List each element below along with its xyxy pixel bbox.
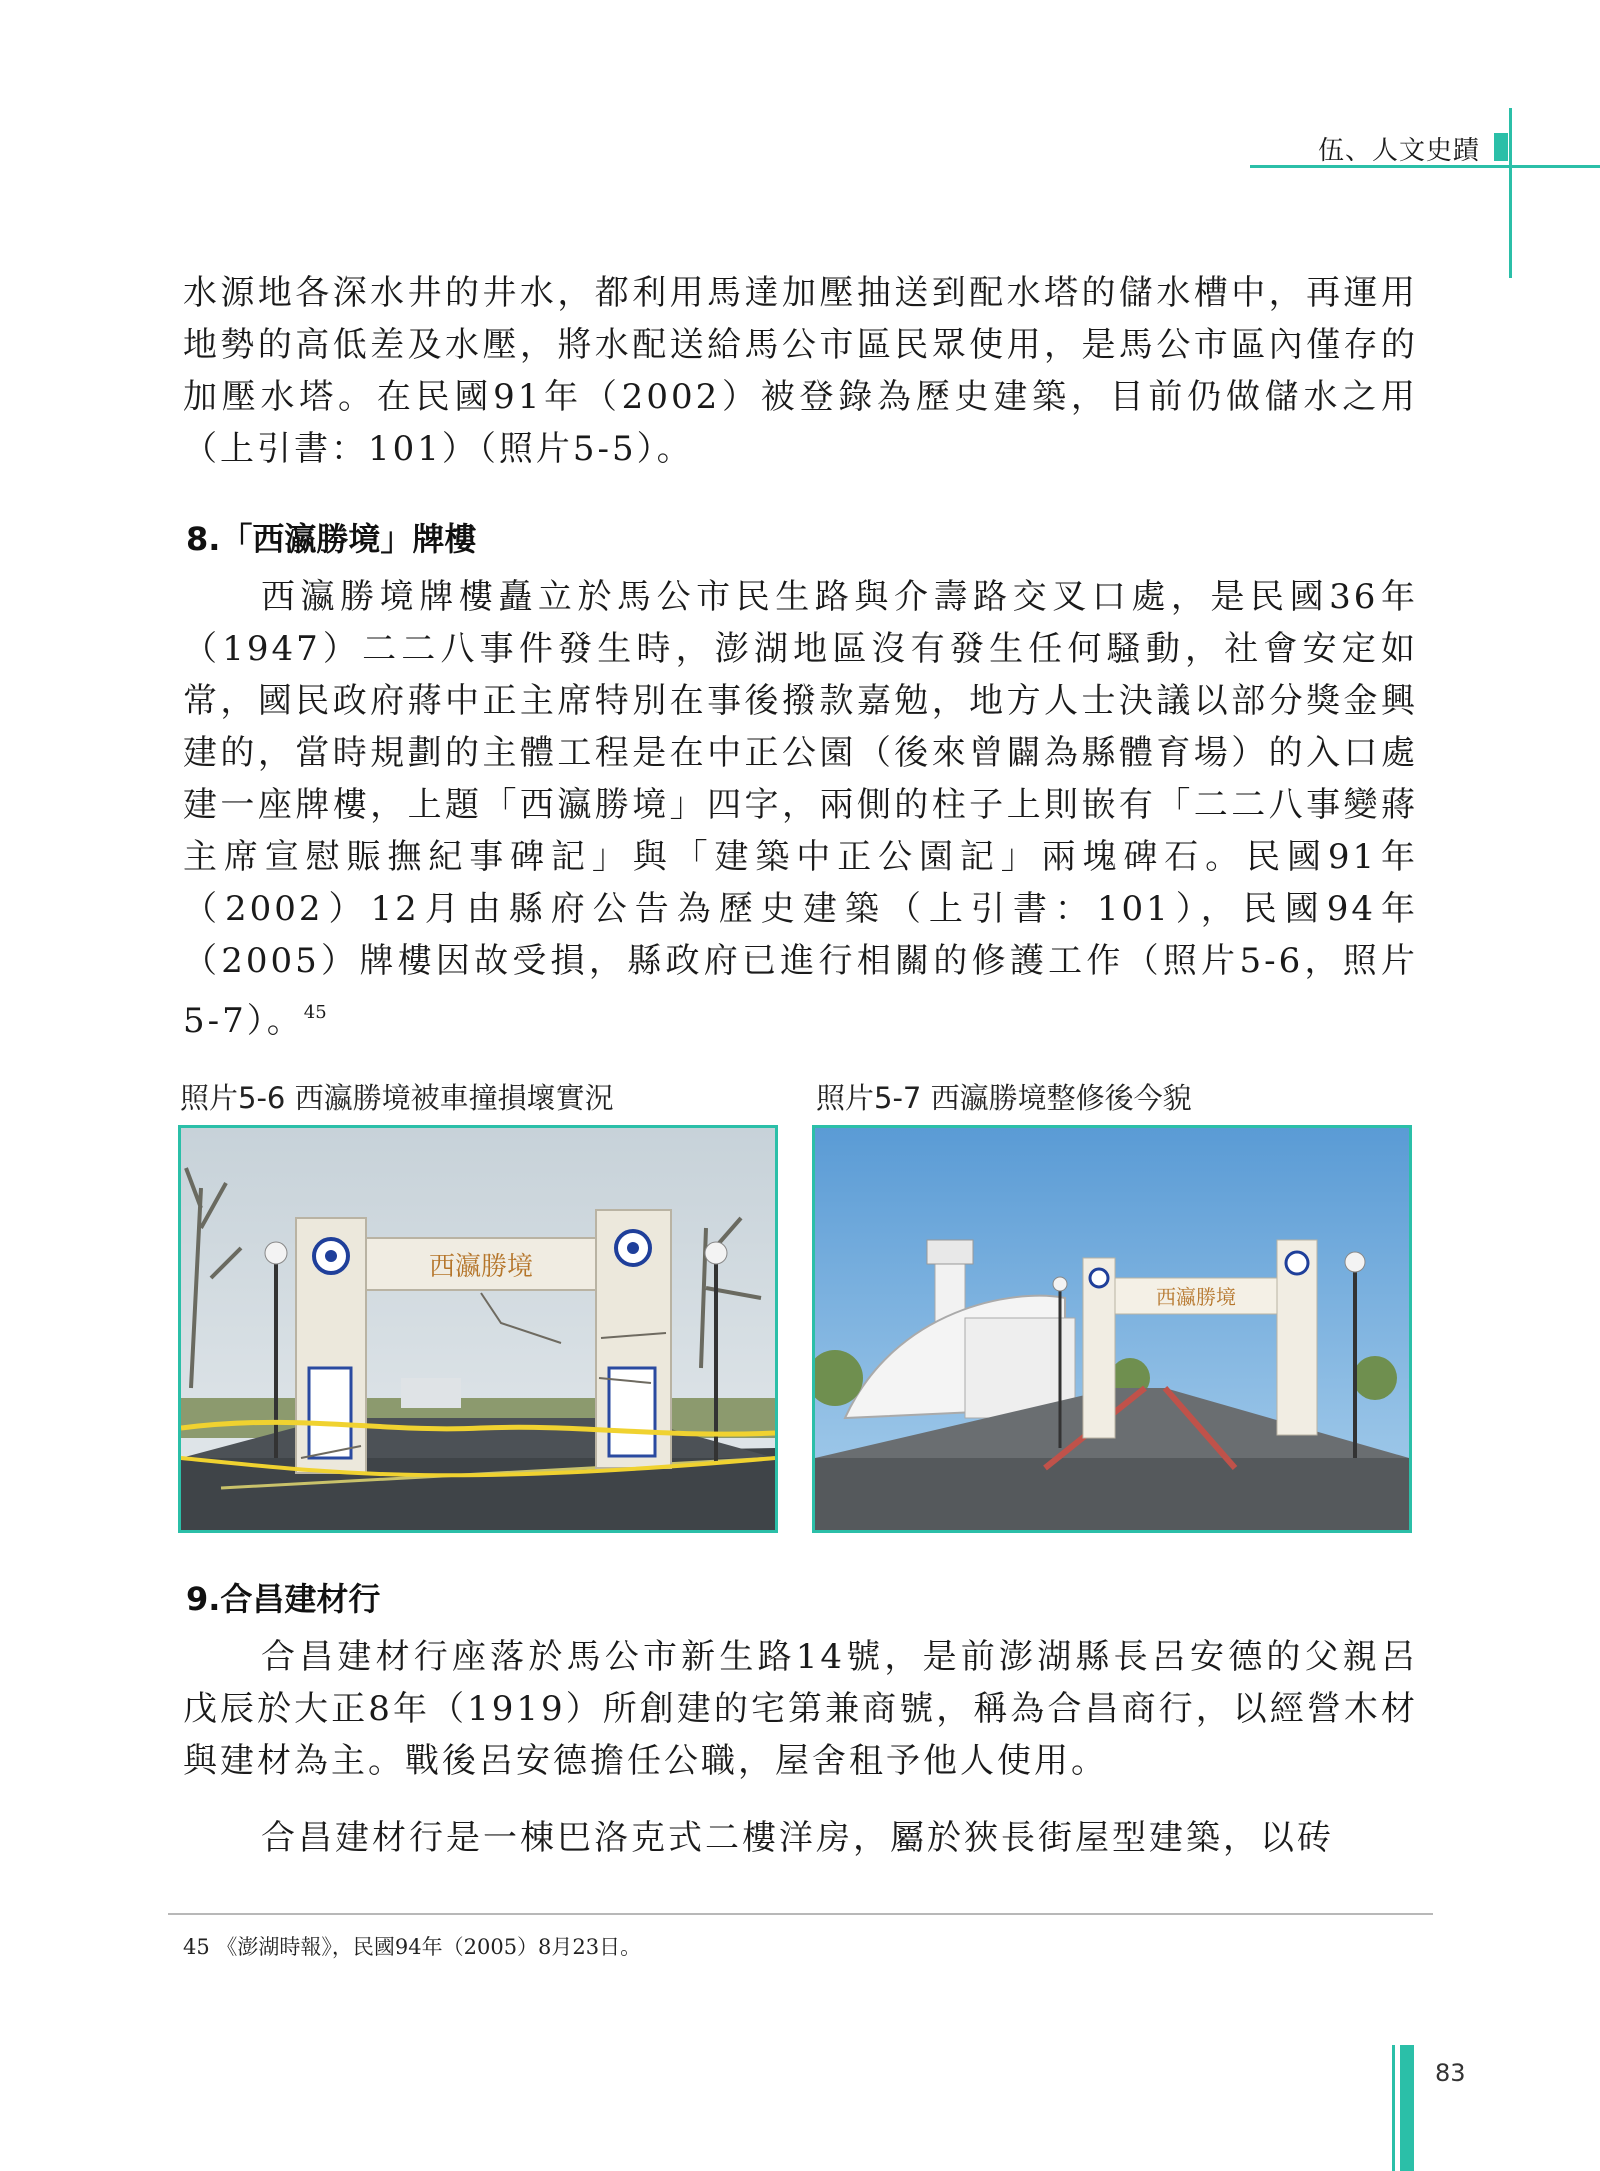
paragraph-water-tower: 水源地各深水井的井水，都利用馬達加壓抽送到配水塔的儲水槽中，再運用地勢的高低差及水壓，將水配送給馬公市區民眾使用，是馬公市區內僅存的加壓水塔。在民國91年（2002）被登錄為歷史建築，目前仍做儲水之用（上引書：101）（照片5-5）。 xyxy=(183,273,1418,469)
section-heading-8: 8.「西瀛勝境」牌樓 xyxy=(186,520,477,558)
page-number-rule xyxy=(1392,2045,1395,2171)
photo-caption-right: 照片5-7 西瀛勝境整修後今貌 xyxy=(816,1081,1192,1115)
paragraph-xiying-arch-text: 西瀛勝境牌樓矗立於馬公市民生路與介壽路交叉口處，是民國36年（1947）二二八事件發生時，澎湖地區沒有發生任何騷動，社會安定如常，國民政府蔣中正主席特別在事後撥款嘉勉，地方人士決議以部分獎金興建的，當時規劃的主體工程是在中正公園（後來曾闢為縣體育場）的入口處建一座牌樓，上題「西瀛勝境」四字，兩側的柱子上則嵌有「二二八事變蔣主席宣慰賑撫紀事碑記」與「建築中正公園記」兩塊碑石。民國91年（2002）12月由縣府公告為歷史建築（上引書：101），民國94年（2005）牌樓因故受損，縣政府已進行相關的修護工作（照片5-6，照片5-7）。 xyxy=(183,577,1418,1041)
footnote-45: 45 《澎湖時報》，民國94年（2005）8月23日。 xyxy=(183,1935,642,1959)
footnote-ref[interactable]: 45 xyxy=(303,1002,327,1023)
photo-caption-left: 照片5-6 西瀛勝境被車撞損壞實況 xyxy=(180,1081,614,1115)
header-vertical-rule xyxy=(1509,108,1512,278)
paragraph-hechang-intro: 合昌建材行座落於馬公市新生路14號，是前澎湖縣長呂安德的父親呂戊辰於大正8年（1919）所創建的宅第兼商號，稱為合昌商行，以經營木材與建材為主。戰後呂安德擔任公職，屋舍租予他人使用。 xyxy=(183,1637,1418,1781)
arch-plaque-text-right: 西瀛勝境 xyxy=(1156,1285,1236,1309)
footnote-rule xyxy=(168,1913,1433,1915)
photo-damaged-arch-illustration xyxy=(181,1128,775,1530)
paragraph-xiying-arch xyxy=(183,571,1418,1047)
page-number-marker xyxy=(1400,2045,1414,2171)
photo-restored-arch xyxy=(812,1125,1412,1533)
chapter-header xyxy=(1250,118,1600,168)
arch-plaque-text-left: 西瀛勝境 xyxy=(428,1252,534,1282)
chapter-label: 伍、人文史蹟 xyxy=(1317,136,1480,166)
photo-damaged-arch xyxy=(178,1125,778,1533)
page-number: 83 xyxy=(1435,2059,1466,2087)
header-marker xyxy=(1494,133,1508,161)
section-heading-9: 9.合昌建材行 xyxy=(186,1580,381,1618)
paragraph-hechang-architecture: 合昌建材行是一棟巴洛克式二樓洋房，屬於狹長街屋型建築，以砖 xyxy=(261,1818,1334,1858)
photo-restored-arch-illustration xyxy=(815,1128,1409,1530)
